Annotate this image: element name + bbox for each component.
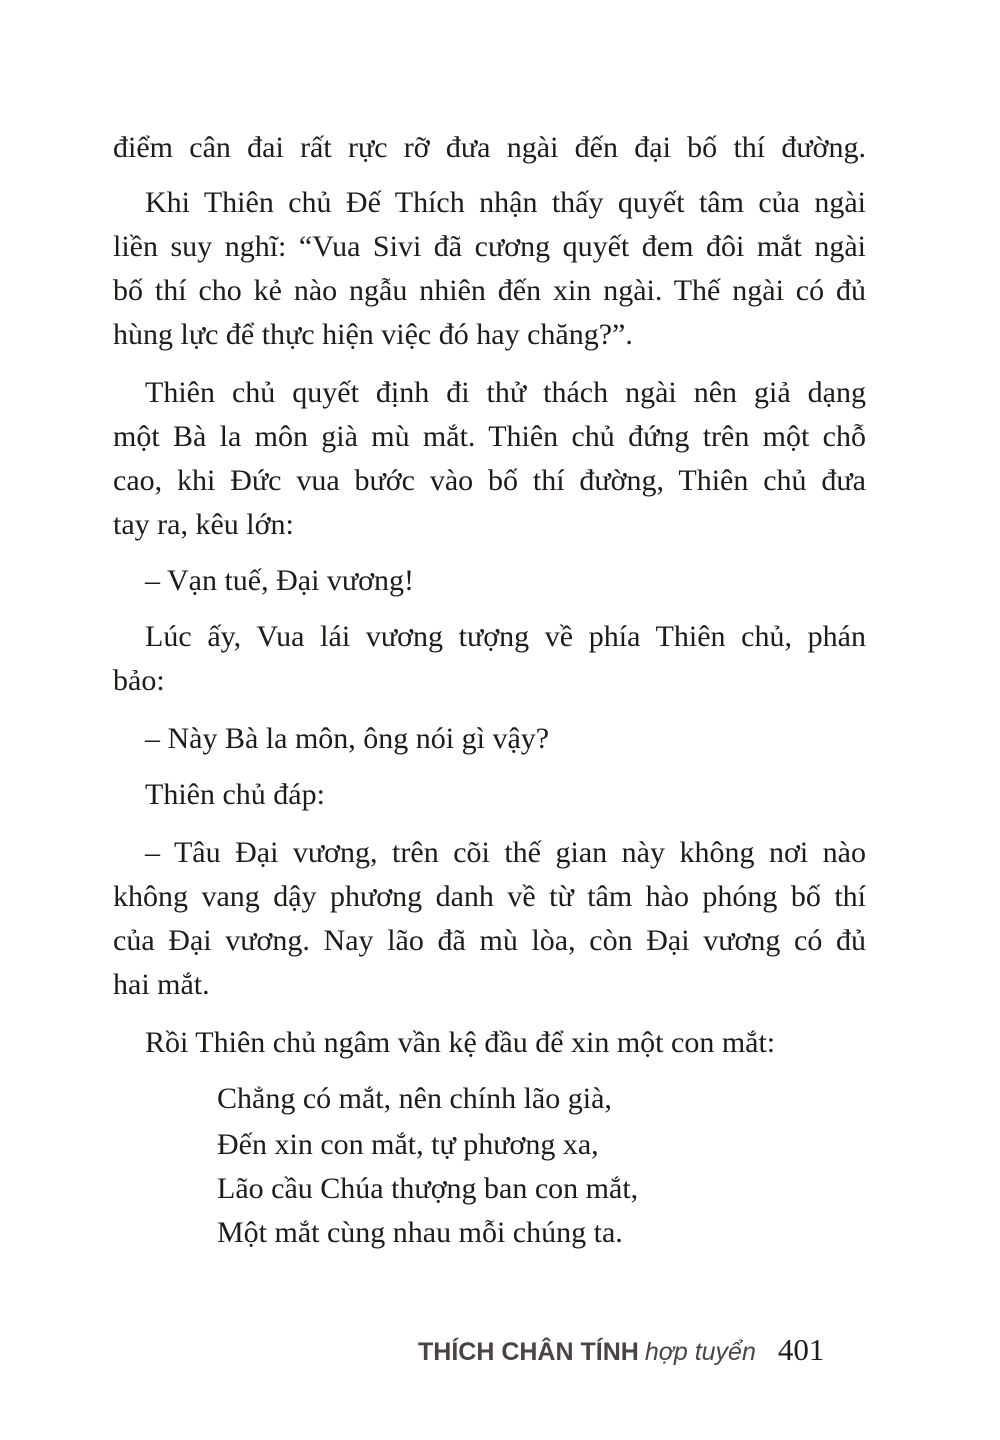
text-line: hai mắt. [113,968,210,1001]
text-line: liền suy nghĩ: “Vua Sivi đã cương quyết đem đôi mắt ngài [113,230,866,263]
text-line: điểm cân đai rất rực rỡ đưa ngài đến đại bố thí đường. [113,131,866,164]
footer-author: THÍCH CHÂN TÍNH [418,1338,639,1366]
page-number: 401 [777,1332,825,1367]
text-line: Rồi Thiên chủ ngâm vần kệ đầu để xin một con mắt: [145,1026,776,1059]
text-line: – Này Bà la môn, ông nói gì vậy? [145,722,550,755]
text-line: Khi Thiên chủ Đế Thích nhận thấy quyết tâm của ngài [145,186,866,219]
text-line: bố thí cho kẻ nào ngẫu nhiên đến xin ngài. Thế ngài có đủ [113,274,866,307]
verse-line: Đến xin con mắt, tự phương xa, [217,1128,599,1161]
verse-line: Chẳng có mắt, nên chính lão già, [217,1082,612,1115]
text-line: hùng lực để thực hiện việc đó hay chăng?”. [113,318,633,351]
text-line: cao, khi Đức vua bước vào bố thí đường, Thiên chủ đưa [113,464,866,497]
verse-line: Lão cầu Chúa thượng ban con mắt, [217,1172,639,1205]
text-line: – Vạn tuế, Đại vương! [145,564,415,597]
text-line: Thiên chủ quyết định đi thử thách ngài nên giả dạng [145,376,866,409]
footer-subtitle: hợp tuyển [644,1338,756,1366]
page-footer [418,1330,824,1370]
text-line: của Đại vương. Nay lão đã mù lòa, còn Đại vương có đủ [113,924,866,957]
text-line: một Bà la môn già mù mắt. Thiên chủ đứng trên một chỗ [113,420,866,453]
text-line: tay ra, kêu lớn: [113,508,294,541]
text-line: Thiên chủ đáp: [145,778,325,811]
text-line: Lúc ấy, Vua lái vương tượng về phía Thiên chủ, phán [145,620,866,653]
text-line: không vang dậy phương danh về từ tâm hào phóng bố thí [113,880,866,913]
text-line: bảo: [113,664,165,697]
text-line: – Tâu Đại vương, trên cõi thế gian này không nơi nào [145,836,866,869]
verse-line: Một mắt cùng nhau mỗi chúng ta. [217,1216,623,1249]
